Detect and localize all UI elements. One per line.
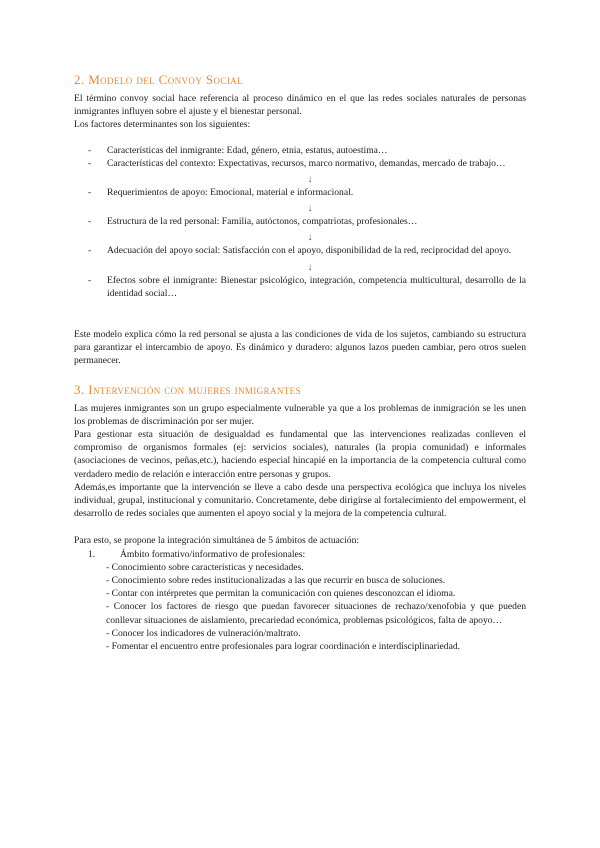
list-dash: - bbox=[88, 157, 92, 169]
list-item-text: Características del contexto: Expectativas, recursos, marco normativo, demandas, mercado de trabajo… bbox=[107, 157, 506, 169]
factors-list bbox=[74, 144, 526, 300]
sub-list-item: - Conocer los factores de riesgo que puedan favorecer situaciones de rechazo/xenofobia y que pueden conllevar situaciones de aislamiento, precariedad económica, problemas psicológicos, falta de apoyo… bbox=[106, 601, 526, 626]
down-arrow-icon: ↓ bbox=[307, 174, 313, 186]
list-item-text: Características del inmigrante: Edad, género, etnia, estatus, autoestima… bbox=[107, 144, 388, 156]
list-dash: - bbox=[88, 144, 92, 156]
sub-list-item: - Fomentar el encuentro entre profesionales para lograr coordinación e interdisciplinariedad. bbox=[106, 641, 461, 653]
list-dash: - bbox=[88, 245, 92, 257]
section-3-paragraph-4: Para esto, se propone la integración simultánea de 5 ámbitos de actuación: bbox=[74, 535, 360, 547]
section-3-paragraph-1: Las mujeres inmigrantes son un grupo especialmente vulnerable ya que a los problemas de inmigración se les unen los problemas de discriminación por ser mujer. bbox=[74, 402, 526, 427]
list-dash: - bbox=[88, 274, 92, 286]
section-3-paragraph-2: Para gestionar esta situación de desigualdad es fundamental que las intervenciones realizadas conlleven el compromiso de organismos formales (ej: servicios sociales), naturales (la propia comunidad) e informales (asociaciones de vecinos, peñas,etc.), haciendo especial hincapié en la importancia de la competencia cultural como verdadero medio de relación e interacción entre personas y grupos. bbox=[74, 429, 526, 480]
section-2-factors-intro: Los factores determinantes son los siguientes: bbox=[74, 119, 251, 131]
list-item bbox=[74, 157, 526, 170]
list-item bbox=[74, 186, 526, 199]
list-item bbox=[74, 215, 526, 228]
section-2-summary: Este modelo explica cómo la red personal se ajusta a las condiciones de vida de los sujetos, cambiando su estructura para garantizar el intercambio de apoyo. Es dinámico y duradero: algunos lazos pueden cambiar, pero otros suelen permanecer. bbox=[74, 329, 526, 367]
down-arrow-icon: ↓ bbox=[307, 232, 313, 244]
section-2-intro: El término convoy social hace referencia al proceso dinámico en el que las redes sociales naturales de personas inmigrantes influyen sobre el ajuste y el bienestar personal. bbox=[74, 93, 526, 118]
list-item bbox=[74, 244, 526, 257]
down-arrow-icon: ↓ bbox=[307, 261, 313, 273]
section-2-heading bbox=[74, 72, 526, 88]
ambito-number: 1. bbox=[88, 548, 96, 560]
page-content bbox=[74, 72, 526, 653]
ambito-item bbox=[74, 548, 526, 561]
sub-list-item: - Conocimiento sobre redes institucionalizadas a las que recurrir en busca de soluciones. bbox=[106, 575, 446, 587]
section-3-paragraph-3: Además,es importante que la intervención se lleve a cabo desde una perspectiva ecológica que incluya los niveles individual, grupal, institucional y comunitario. Concretamente, debe dirigirse al fortalecimiento del empowerment, el desarrollo de redes sociales que aumenten el apoyo social y la mejora de la competencia cultural. bbox=[74, 481, 526, 520]
section-3-title: Intervención con mujeres inmigrantes bbox=[88, 381, 301, 397]
list-item-text: Requerimientos de apoyo: Emocional, material e informacional. bbox=[107, 187, 354, 199]
sub-list-item: - Contar con intérpretes que permitan la comunicación con quienes desconozcan el idioma. bbox=[106, 588, 456, 600]
list-item-text: Adecuación del apoyo social: Satisfacción con el apoyo, disponibilidad de la red, reciprocidad del apoyo. bbox=[107, 245, 512, 257]
list-item-text: Efectos sobre el inmigrante: Bienestar psicológico, integración, competencia multicultural, desarrollo de la identidad social… bbox=[107, 274, 526, 299]
sub-list-item: - Conocimiento sobre características y necesidades. bbox=[106, 561, 304, 573]
ambitos-list bbox=[74, 548, 526, 654]
sub-list-item: - Conocer los indicadores de vulneración/maltrato. bbox=[106, 627, 301, 639]
section-2-title: Modelo del Convoy Social bbox=[88, 72, 244, 87]
list-item bbox=[74, 144, 526, 157]
list-dash: - bbox=[88, 216, 92, 228]
down-arrow-icon: ↓ bbox=[307, 203, 313, 215]
ambito-title: Ámbito formativo/informativo de profesionales: bbox=[120, 548, 306, 560]
list-item bbox=[74, 274, 526, 300]
list-dash: - bbox=[88, 187, 92, 199]
section-3-number: 3. bbox=[74, 381, 85, 397]
list-item-text: Estructura de la red personal: Familia, autóctonos, compatriotas, profesionales… bbox=[107, 216, 418, 228]
section-3-heading bbox=[74, 382, 526, 398]
section-2-number: 2. bbox=[74, 72, 85, 87]
